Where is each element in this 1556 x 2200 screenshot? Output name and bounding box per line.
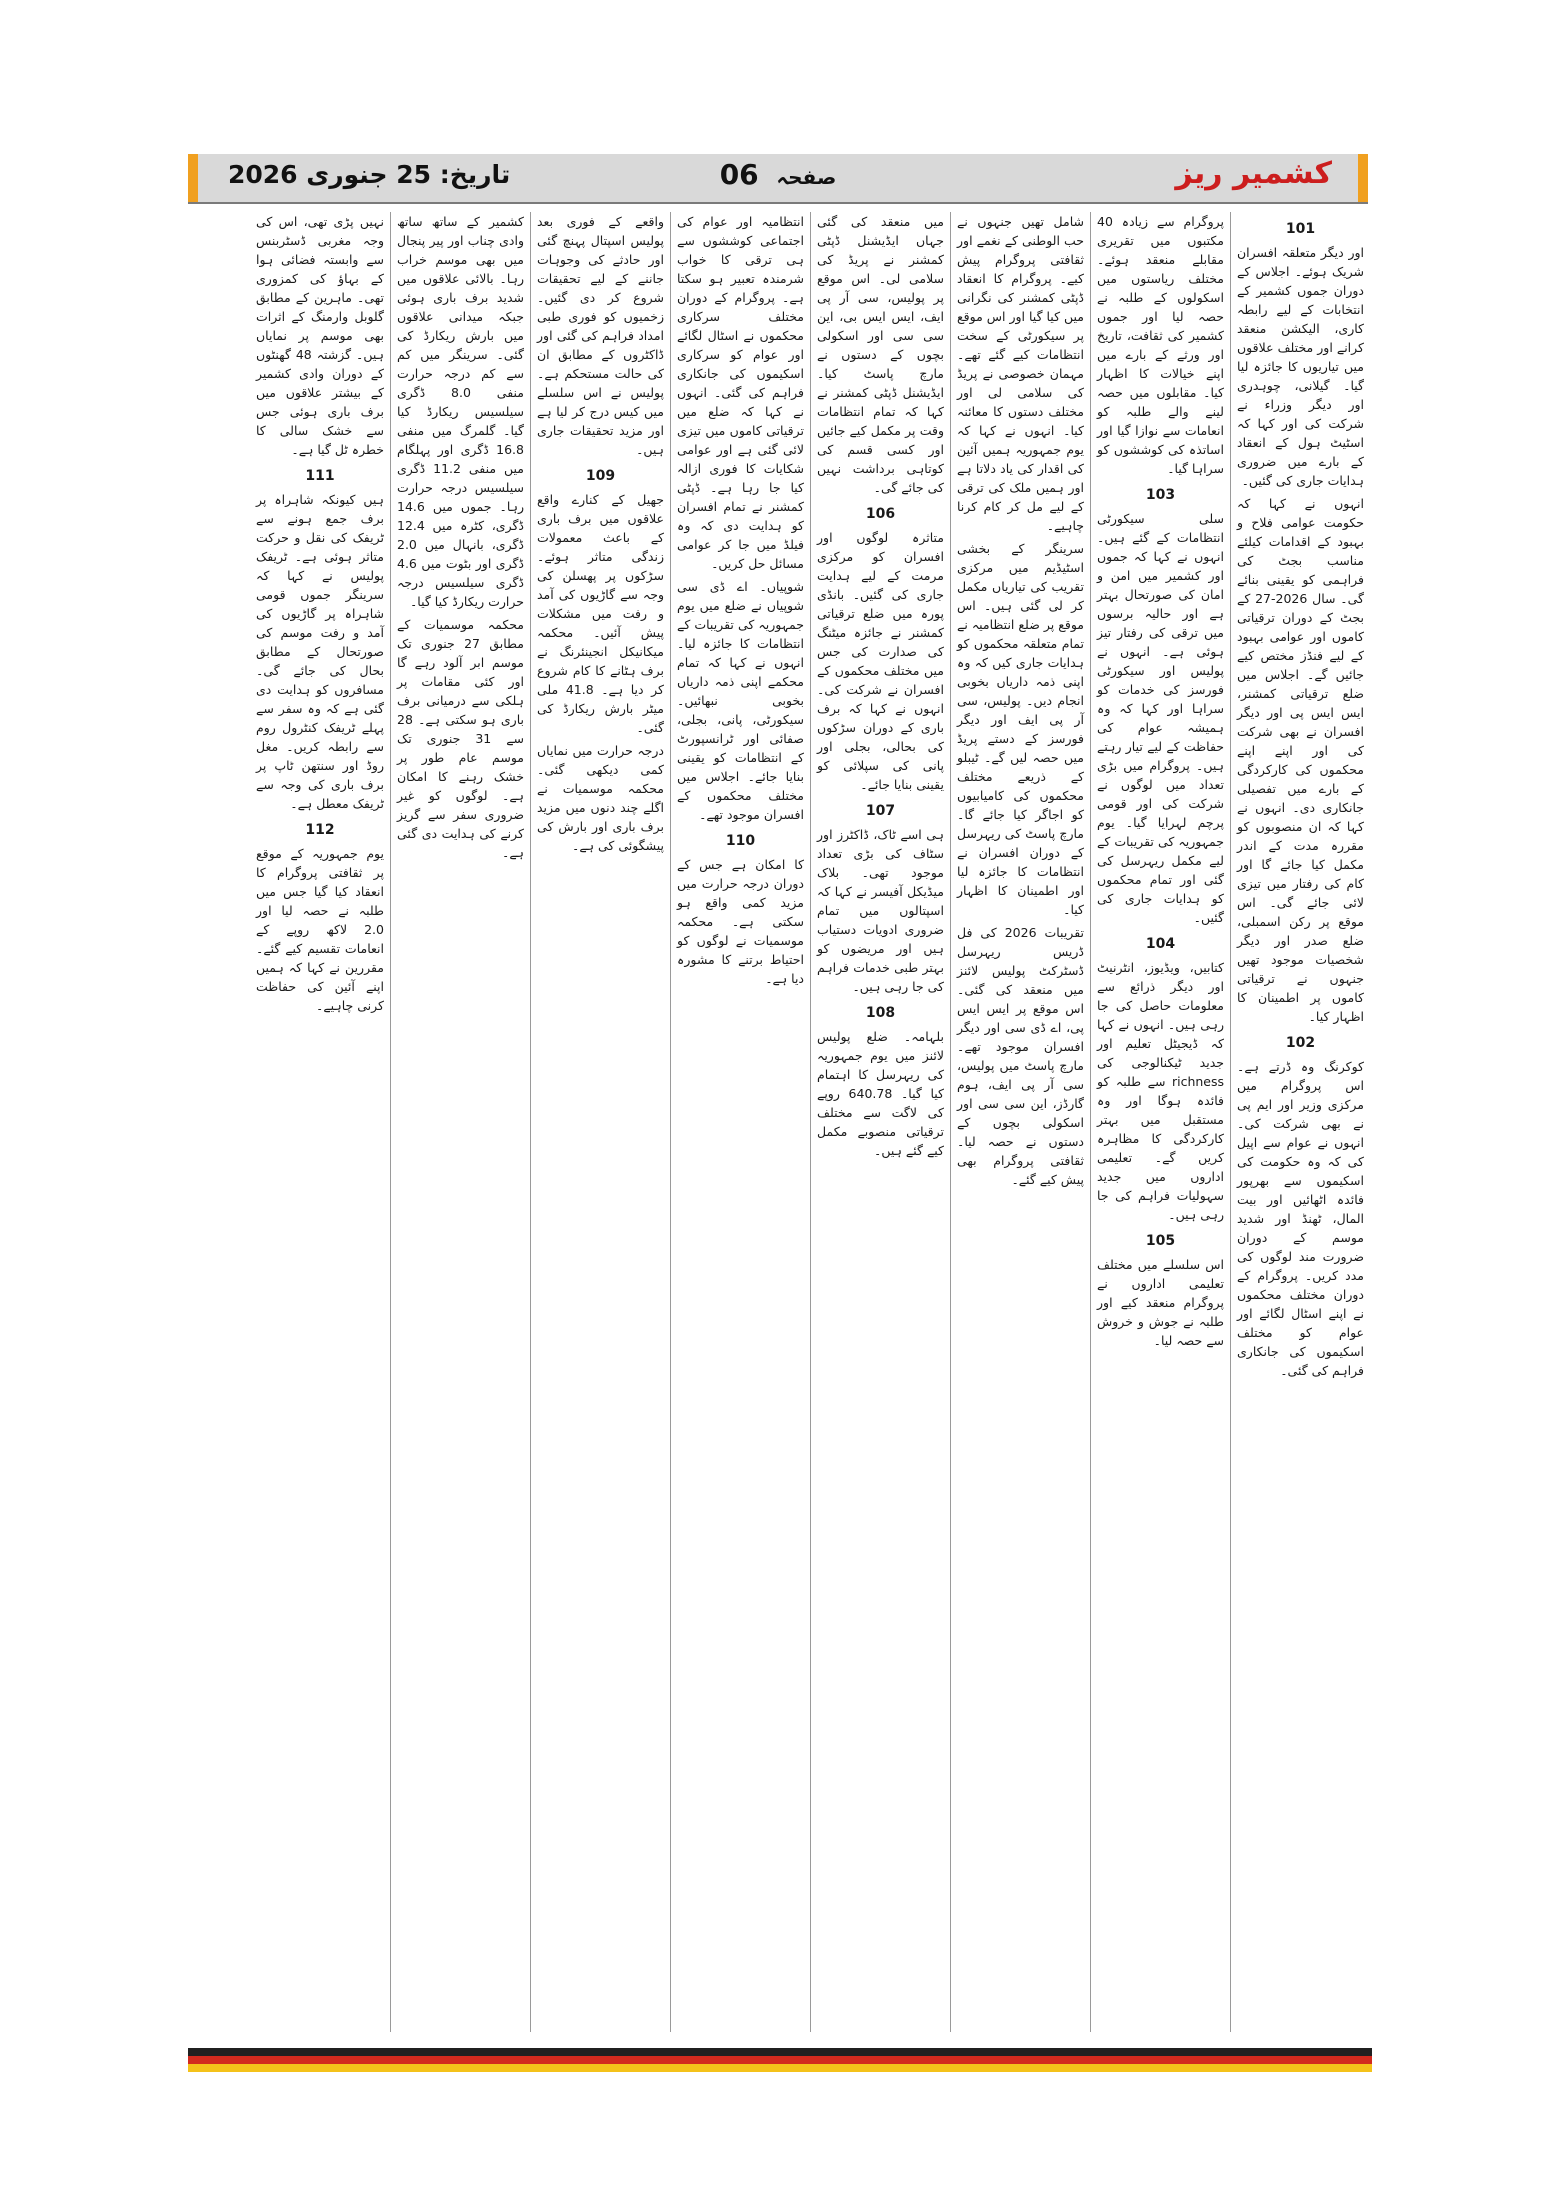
section-number: 101 <box>1285 221 1316 237</box>
article-paragraph: کتابیں، ویڈیوز، انٹرنیٹ اور دیگر ذرائع سے معلومات حاصل کی جا رہی ہیں۔ انہوں نے کہا کہ ڈیجیٹل تعلیم اور جدید ٹیکنالوجی کی richness سے طلبہ کو فائدہ ہوگا اور وہ مستقبل میں بہتر کارکردگی کا مظاہرہ کریں گے۔ تعلیمی اداروں میں جدید سہولیات فراہم کی جا رہی ہیں۔ <box>1097 960 1224 1222</box>
article-paragraph: سلی سیکورٹی انتظامات کے گئے ہیں۔ انہوں نے کہا کہ جموں اور کشمیر میں امن و امان کی صورتحال بہتر ہے اور حالیہ برسوں میں ترقی کی رفتار تیز ہوئی ہے۔ انہوں نے پولیس اور سیکورٹی فورسز کی خدمات کو سراہا اور کہا کہ وہ ہمیشہ عوام کی حفاظت کے لیے تیار رہتے ہیں۔ پروگرام میں بڑی تعداد میں لوگوں نے شرکت کی اور قومی پرچم لہرایا گیا۔ یوم جمہوریہ کی تقریبات کے لیے مکمل ریہرسل کی گئی اور تمام محکموں کو ہدایات جاری کی گئیں۔ <box>1097 511 1224 925</box>
article-paragraph: کا امکان ہے جس کے دوران درجہ حرارت میں مزید کمی واقع ہو سکتی ہے۔ محکمہ موسمیات نے لوگوں کو احتیاط برتنے کا مشورہ دیا ہے۔ <box>677 857 804 986</box>
section-number: 111 <box>305 468 335 484</box>
article-paragraph: انتظامیہ اور عوام کی اجتماعی کوششوں سے ہی ترقی کا خواب شرمندہ تعبیر ہو سکتا ہے۔ پروگرام کے دوران مختلف سرکاری محکموں نے اسٹال لگائے اور عوام کو سرکاری اسکیموں کی جانکاری فراہم کی گئی۔ انہوں نے کہا کہ ضلع میں ترقیاتی کاموں میں تیزی لائی گئی ہے اور عوامی شکایات کا فوری ازالہ کیا جا رہا ہے۔ ڈپٹی کمشنر نے تمام افسران کو ہدایت دی کہ وہ فیلڈ میں جا کر عوامی مسائل حل کریں۔ <box>677 214 804 571</box>
masthead <box>188 154 1368 204</box>
issue-date: تاریخ: 25 جنوری 2026 <box>228 160 511 189</box>
column-5 <box>670 212 810 2032</box>
footer-stripe-yellow <box>188 2064 1372 2072</box>
column-1 <box>1230 212 1370 2032</box>
article-paragraph: جھیل کے کنارے واقع علاقوں میں برف باری کے باعث معمولات زندگی متاثر ہوئے۔ سڑکوں پر پھسلن کی وجہ سے گاڑیوں کی آمد و رفت میں مشکلات پیش آئیں۔ محکمہ میکانیکل انجینئرنگ نے برف ہٹانے کا کام شروع کر دیا ہے۔ 41.8 ملی میٹر بارش ریکارڈ کی گئی۔ <box>537 492 664 735</box>
article-paragraph: یوم جمہوریہ کے موقع پر ثقافتی پروگرام کا انعقاد کیا گیا جس میں طلبہ نے حصہ لیا اور 2.0 لاکھ روپے کے انعامات تقسیم کیے گئے۔ مقررین نے کہا کہ ہمیں اپنے آئین کی حفاظت کرنی چاہیے۔ <box>256 846 384 1013</box>
article-paragraph: کوکرنگ وہ ڈرتے ہے۔ اس پروگرام میں مرکزی وزیر اور ایم پی نے بھی شرکت کی۔ انہوں نے عوام سے اپیل کی کہ وہ حکومت کی اسکیموں سے بھرپور فائدہ اٹھائیں اور بیت المال، ٹھنڈ اور شدید موسم کے دوران ضرورت مند لوگوں کی مدد کریں۔ پروگرام کے دوران مختلف محکموں نے اپنے اسٹال لگائے اور عوام کو مختلف اسکیموں کی جانکاری فراہم کی گئی۔ <box>1237 1059 1364 1378</box>
section-number: 105 <box>1145 1233 1176 1249</box>
column-8 <box>250 212 390 2032</box>
footer-stripes <box>188 2048 1372 2072</box>
column-7 <box>390 212 530 2032</box>
section-number: 112 <box>305 822 335 838</box>
article-paragraph: میں منعقد کی گئی جہاں ایڈیشنل ڈپٹی کمشنر نے پریڈ کی سلامی لی۔ اس موقع پر پولیس، سی آر پی ایف، ایس ایس بی، این سی سی اور اسکولی بچوں کے دستوں نے مارچ پاسٹ کیا۔ ایڈیشنل ڈپٹی کمشنر نے کہا کہ تمام انتظامات وقت پر مکمل کیے جائیں اور کسی قسم کی کوتاہی برداشت نہیں کی جائے گی۔ <box>817 214 944 495</box>
newspaper-name: کشمیر ریز <box>1175 156 1332 191</box>
footer-stripe-red <box>188 2056 1372 2064</box>
article-paragraph: اور دیگر متعلقہ افسران شریک ہوئے۔ اجلاس کے دوران جموں کشمیر کے انتخابات کے لیے رابطہ کاری، الیکشن منعقد کرانے اور مختلف علاقوں میں تیاریوں کا جائزہ لیا گیا۔ گیلانی، چوہدری اور دیگر وزراء نے شرکت کی اور کہا کہ اسٹیٹ ہول کے انعقاد کے بارے میں ضروری ہدایات جاری کی گئیں۔ <box>1237 245 1364 488</box>
column-3 <box>950 212 1090 2032</box>
page-number: 06 <box>719 158 759 191</box>
article-paragraph: واقعے کے فوری بعد پولیس اسپتال پہنچ گئی اور حادثے کی وجوہات جاننے کے لیے تحقیقات شروع کر دی گئیں۔ زخمیوں کو فوری طبی امداد فراہم کی گئی اور ڈاکٹروں کے مطابق ان کی حالت مستحکم ہے۔ پولیس نے اس سلسلے میں کیس درج کر لیا ہے اور مزید تحقیقات جاری ہیں۔ <box>537 214 664 457</box>
article-paragraph: محکمہ موسمیات کے مطابق 27 جنوری تک موسم ابر آلود رہے گا اور کئی مقامات پر ہلکی سے درمیانی برف باری ہو سکتی ہے۔ 28 سے 31 جنوری تک موسم عام طور پر خشک رہنے کا امکان ہے۔ لوگوں کو غیر ضروری سفر سے گریز کرنے کی ہدایت دی گئی ہے۔ <box>397 617 525 860</box>
column-4 <box>810 212 950 2032</box>
article-paragraph: نہیں پڑی تھی، اس کی وجہ مغربی ڈسٹربنس سے وابستہ فضائی ہوا کے بہاؤ کی کمزوری تھی۔ ماہرین کے مطابق گلوبل وارمنگ کے اثرات بھی موسم پر نمایاں ہیں۔ گزشتہ 48 گھنٹوں کے دوران وادی کشمیر کے بیشتر علاقوں میں برف باری ہوئی جس سے خشک سالی کا خطرہ ٹل گیا ہے۔ <box>256 214 384 457</box>
column-6 <box>530 212 670 2032</box>
page-label: صفحہ <box>776 165 837 189</box>
article-paragraph: متاثرہ لوگوں اور افسران کو مرکزی مرمت کے لیے ہدایت جاری کی گئیں۔ بانڈی پورہ میں ضلع ترقیاتی کمشنر نے جائزہ میٹنگ کی صدارت کی جس میں مختلف محکموں کے افسران نے شرکت کی۔ انہوں نے کہا کہ برف باری کے دوران سڑکوں کی بحالی، بجلی اور پانی کی سپلائی کو یقینی بنایا جائے۔ <box>817 530 944 792</box>
article-paragraph: ہیں کیونکہ شاہراہ پر برف جمع ہونے سے ٹریفک کی نقل و حرکت متاثر ہوئی ہے۔ ٹریفک پولیس نے کہا کہ سرینگر جموں قومی شاہراہ پر گاڑیوں کی آمد و رفت موسم کی صورتحال کے مطابق بحال کی جائے گی۔ مسافروں کو ہدایت دی گئی ہے کہ وہ سفر سے پہلے ٹریفک کنٹرول روم سے رابطہ کریں۔ مغل روڈ اور سنتھن ٹاپ پر برف باری کی وجہ سے ٹریفک معطل ہے۔ <box>256 492 384 811</box>
article-paragraph: شوپیاں۔ اے ڈی سی شوپیاں نے ضلع میں یوم جمہوریہ کی تقریبات کے انتظامات کا جائزہ لیا۔ انہوں نے کہا کہ تمام محکمے اپنی ذمہ داریاں بخوبی نبھائیں۔ سیکورٹی، پانی، بجلی، صفائی اور ٹرانسپورٹ کے انتظامات کو یقینی بنایا جائے۔ اجلاس میں مختلف محکموں کے افسران موجود تھے۔ <box>677 579 804 822</box>
section-number: 109 <box>585 468 616 484</box>
article-columns <box>190 212 1370 2032</box>
column-2 <box>1090 212 1230 2032</box>
article-paragraph: اس سلسلے میں مختلف تعلیمی اداروں نے پروگرام منعقد کیے اور طلبہ نے جوش و خروش سے حصہ لیا۔ <box>1097 1257 1224 1348</box>
section-number: 103 <box>1145 487 1176 503</box>
footer-stripe-black <box>188 2048 1372 2056</box>
article-paragraph: بلہامہ۔ ضلع پولیس لائنز میں یوم جمہوریہ کی ریہرسل کا اہتمام کیا گیا۔ 640.78 روپے کی لاگت سے مختلف ترقیاتی منصوبے مکمل کیے گئے ہیں۔ <box>817 1029 944 1158</box>
section-number: 107 <box>865 803 896 819</box>
article-paragraph: کشمیر کے ساتھ ساتھ وادی چناب اور پیر پنجال میں بھی موسم خراب رہا۔ بالائی علاقوں میں شدید برف باری ہوئی جبکہ میدانی علاقوں میں بارش ریکارڈ کی گئی۔ سرینگر میں کم سے کم درجہ حرارت منفی 8.0 ڈگری سیلسیس ریکارڈ کیا گیا۔ گلمرگ میں منفی 16.8 ڈگری اور پہلگام میں منفی 11.2 ڈگری سیلسیس درجہ حرارت رہا۔ جموں میں 14.6 ڈگری، کٹرہ میں 12.4 ڈگری، بانہال میں 2.0 ڈگری اور بٹوت میں 4.6 ڈگری سیلسیس درجہ حرارت ریکارڈ کیا گیا۔ <box>397 214 525 609</box>
section-number: 110 <box>725 833 756 849</box>
article-paragraph: تقریبات 2026 کی فل ڈریس ریہرسل ڈسٹرکٹ پولیس لائنز میں منعقد کی گئی۔ اس موقع پر ایس ایس پی، اے ڈی سی اور دیگر افسران موجود تھے۔ مارچ پاسٹ میں پولیس، سی آر پی ایف، ہوم گارڈز، این سی سی اور اسکولی بچوں کے دستوں نے حصہ لیا۔ ثقافتی پروگرام بھی پیش کیے گئے۔ <box>957 925 1085 1187</box>
section-number: 108 <box>865 1005 896 1021</box>
article-paragraph: ہی اسے ٹاک، ڈاکٹرز اور سٹاف کی بڑی تعداد موجود تھی۔ بلاک میڈیکل آفیسر نے کہا کہ اسپتالوں میں تمام ضروری ادویات دستیاب ہیں اور مریضوں کو بہتر طبی خدمات فراہم کی جا رہی ہیں۔ <box>817 827 944 994</box>
section-number: 104 <box>1145 936 1176 952</box>
article-paragraph: پروگرام سے زیادہ 40 مکتبوں میں تقریری مقابلے منعقد ہوئے۔ مختلف ریاستوں میں اسکولوں کے طلبہ نے حصہ لیا اور جموں کشمیر کی ثقافت، تاریخ اور ورثے کے بارے میں اپنے خیالات کا اظہار کیا۔ مقابلوں میں حصہ لینے والے طلبہ کو انعامات سے نوازا گیا اور اساتذہ کی کوششوں کو سراہا گیا۔ <box>1097 214 1224 476</box>
section-number: 102 <box>1285 1035 1316 1051</box>
article-paragraph: سرینگر کے بخشی اسٹیڈیم میں مرکزی تقریب کی تیاریاں مکمل کر لی گئی ہیں۔ اس موقع پر ضلع انتظامیہ نے تمام متعلقہ محکموں کو ہدایات جاری کیں کہ وہ اپنی ذمہ داریاں بخوبی انجام دیں۔ پولیس، سی آر پی ایف اور دیگر فورسز کے دستے پریڈ میں حصہ لیں گے۔ ٹیبلو کے ذریعے مختلف محکموں کی کامیابیوں کو اجاگر کیا جائے گا۔ مارچ پاسٹ کی ریہرسل کے دوران افسران نے انتظامات کا جائزہ لیا اور اطمینان کا اظہار کیا۔ <box>957 541 1084 917</box>
article-paragraph: انہوں نے کہا کہ حکومت عوامی فلاح و بہبود کے اقدامات کیلئے مناسب بجٹ کی فراہمی کو یقینی بنائے گی۔ سال 2026-27 کے بجٹ کے دوران ترقیاتی کاموں اور عوامی بہبود کے لیے فنڈز مختص کیے جائیں گے۔ اجلاس میں ضلع ترقیاتی کمشنر، ایس ایس پی اور دیگر افسران نے بھی شرکت کی اور اپنے اپنے محکموں کی کارکردگی کے بارے میں تفصیلی جانکاری دی۔ انہوں نے کہا کہ ان منصوبوں کو مقررہ مدت کے اندر مکمل کیا جائے گا اور کام کی رفتار میں تیزی لائی جائے گی۔ اس موقع پر رکن اسمبلی، ضلع صدر اور دیگر شخصیات موجود تھیں جنہوں نے ترقیاتی کاموں پر اطمینان کا اظہار کیا۔ <box>1237 496 1364 1024</box>
article-paragraph: درجہ حرارت میں نمایاں کمی دیکھی گئی۔ محکمہ موسمیات نے اگلے چند دنوں میں مزید برف باری اور بارش کی پیشگوئی کی ہے۔ <box>537 743 664 853</box>
article-paragraph: شامل تھیں جنہوں نے حب الوطنی کے نغمے اور ثقافتی پروگرام پیش کیے۔ پروگرام کا انعقاد ڈپٹی کمشنر کی نگرانی میں کیا گیا اور اس موقع پر سیکورٹی کے سخت انتظامات کیے گئے تھے۔ مہمان خصوصی نے پریڈ کی سلامی لی اور مختلف دستوں کا معائنہ کیا۔ انہوں نے کہا کہ یوم جمہوریہ ہمیں آئین کی اقدار کی یاد دلاتا ہے اور ہمیں ملک کی ترقی کے لیے مل کر کام کرنا چاہیے۔ <box>957 214 1084 533</box>
section-number: 106 <box>865 506 896 522</box>
